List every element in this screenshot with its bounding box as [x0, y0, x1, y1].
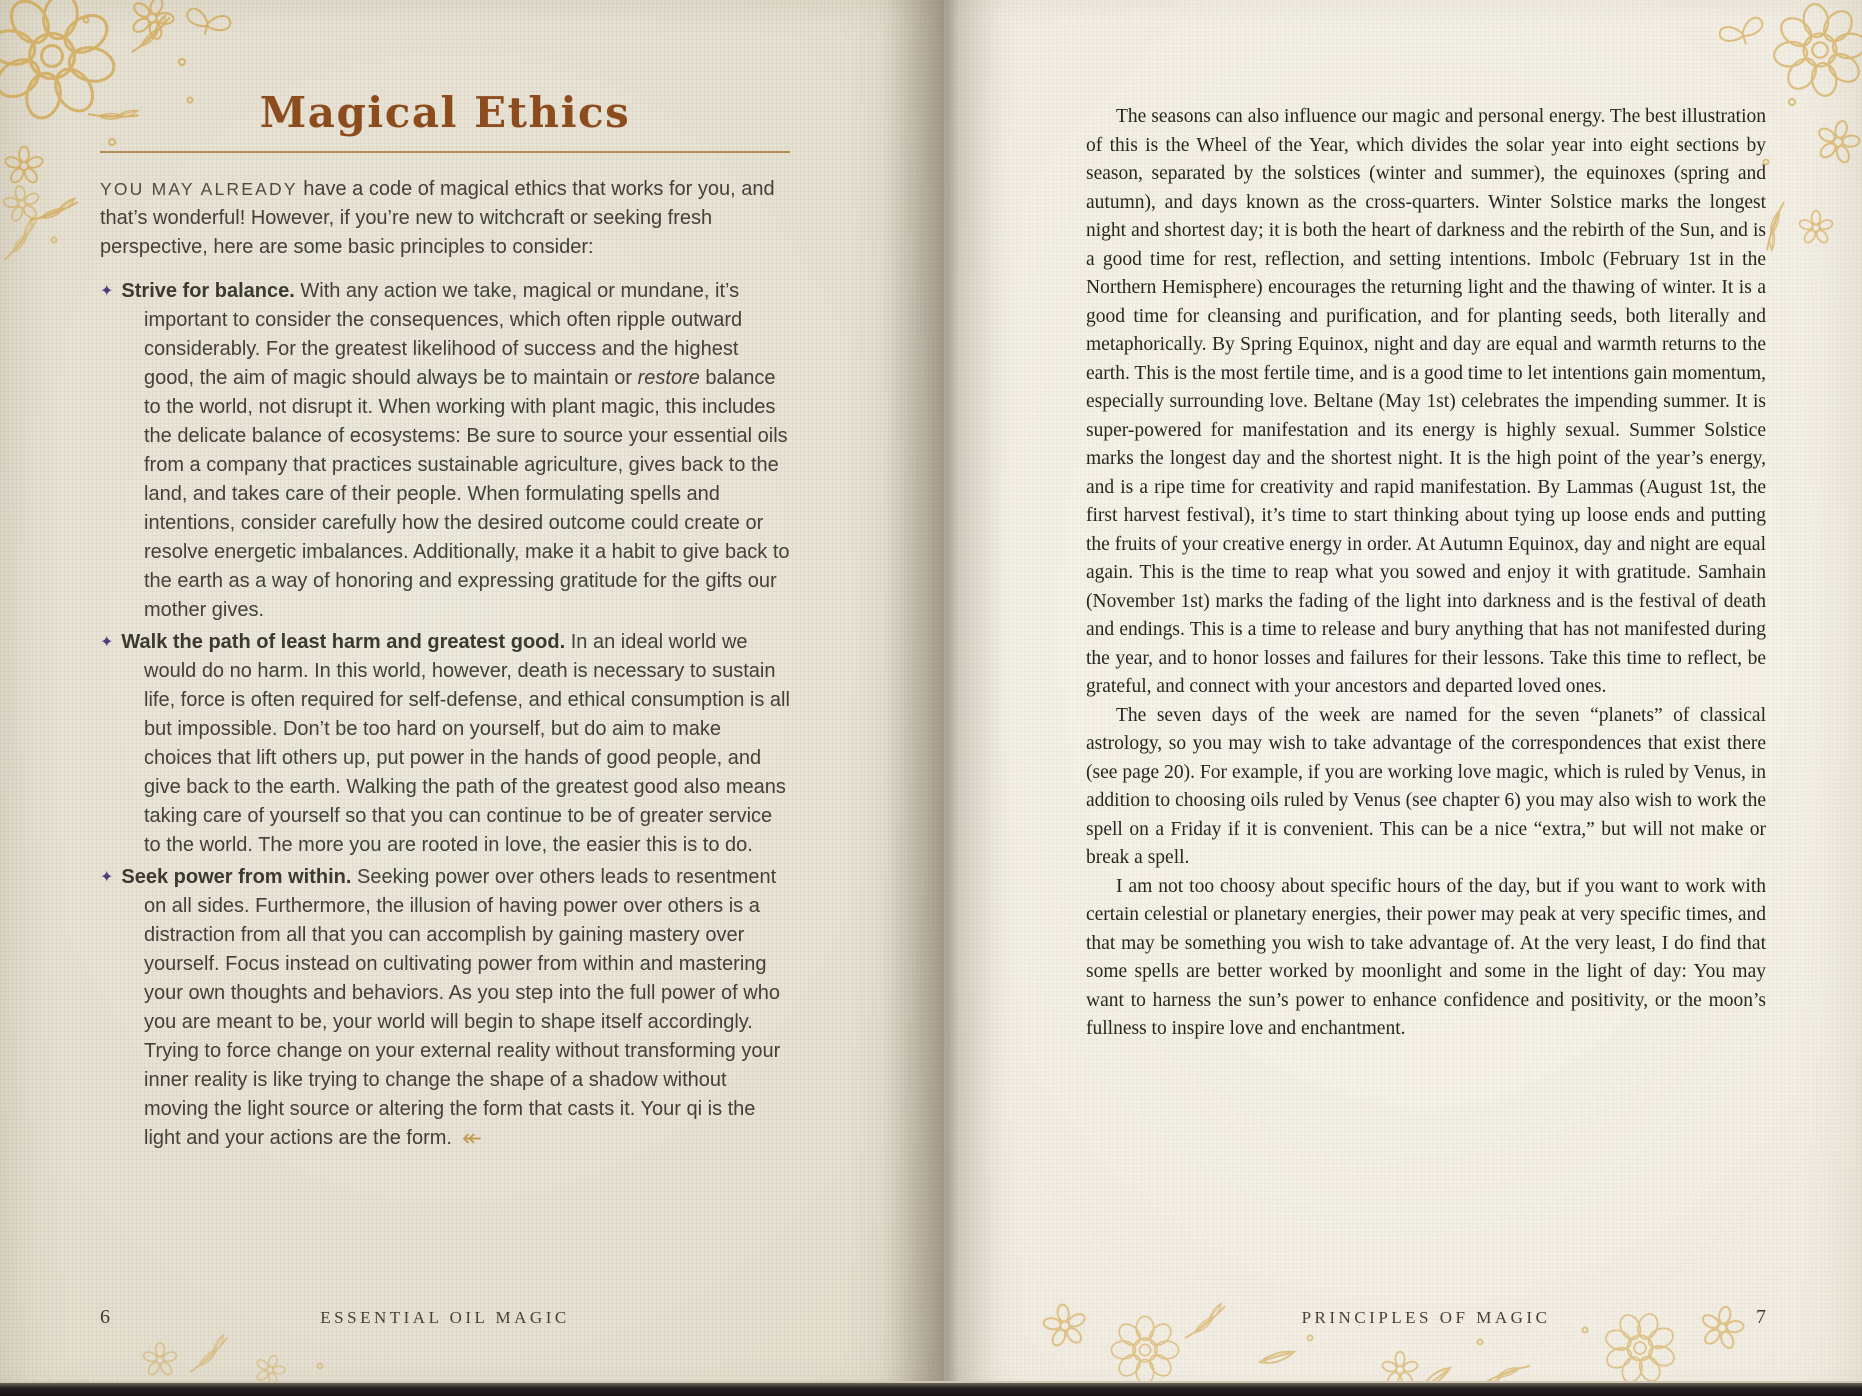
body-paragraph-seasons: The seasons can also influence our magic and personal energy. The best illustration of this is the Wheel of the Year, which divides the solar year into eight sections by season, separated by the solstices (winter and summer), the equinoxes (spring and autumn), and days known as the cross-quarters. Winter Solstice marks the longest night and shortest day; it is both the heart of darkness and the rebirth of the Sun, and is a good time for rest, reflection, and setting intentions. Imbolc (February 1st in the Northern Hemisphere) encourages the returning light and the thawing of winter. It is a good time for cleansing and purification, and for planting seeds, both literally and metaphorically. By Spring Equinox, night and day are equal and warmth returns to the earth. This is the most fertile time, and is a good time to let intentions gain momentum, especially surrounding love. Beltane (May 1st) celebrates the impending summer. It is super-powered for manifestation and its energy is highly sexual. Summer Solstice marks the longest day and the shortest night. It is the high point of the year’s energy, and is a ripe time for creativity and rapid manifestation. By Lammas (August 1st, the first harvest festival), it’s time to start thinking about tying up loose ends and putting the fruits of your creative energy in order. At Autumn Equinox, day and night are equal again. This is the time to reap what you sowed and enjoy it with gratitude. Samhain (November 1st) marks the fading of the light into darkness and is the festival of death and endings. This is a time to release and bury anything that has not manifested during the year, and to honor losses and failures for their lessons. Take this time to reflect, be grateful, and connect with your ancestors and departed loved ones. [1086, 106, 1766, 697]
sparkle-icon: ✦ [100, 281, 114, 300]
section-title: Magical Ethics [259, 88, 631, 137]
bullet-body: balance to the world, not disrupt it. When working with plant magic, this includes the delicate balance of ecosystems: Be sure to source your essential oils from a company that practices sustainable agriculture, gives back to the land, and takes care of their people. When formulating spells and intentions, consider carefully how the desired outcome could create or resolve energetic imbalances. Additionally, make it a habit to give back to the earth as a way of honoring and expressing gratitude for the gifts our mother gives. [144, 367, 790, 621]
bullet-body: With any action we take, magical or mundane, it’s important to consider the consequences, which often ripple outward considerably. For the greatest likelihood of success and the highest good, the aim of magic should always be to maintain or [144, 280, 743, 389]
intro-smallcaps: YOU MAY ALREADY [100, 179, 298, 199]
bullet-lead: Strive for balance. [121, 280, 295, 302]
bullet-item-balance [100, 276, 790, 625]
arrow-flourish-icon: ↞ [461, 1124, 483, 1152]
body-paragraph-hours: I am not too choosy about specific hours of the day, but if you want to work with certain celestial or planetary energies, their power may peak at very specific times, and that may be something you wish to take advantage of. At the very least, I do find that some spells are better worked by moonlight and some in the light of day: You may want to harness the sun’s power to enhance confidence and positivity, or the moon’s fullness to inspire love and enchantment. [1086, 875, 1766, 1039]
bullet-item-least-harm [100, 627, 790, 860]
intro-paragraph [100, 175, 790, 262]
body-paragraph-weekdays: The seven days of the week are named for the seven “planets” of classical astrology, so you may wish to take advantage of the correspondences that exist there (see page 20). For example, if you are working love magic, which is ruled by Venus, in addition to choosing oils ruled by Venus (see chapter 6) you may also wish to work the spell on a Friday if it is convenient. This can be a nice “extra,” but will not make or break a spell. [1086, 704, 1766, 868]
bullet-item-power-within [100, 862, 790, 1153]
sparkle-icon: ✦ [100, 867, 114, 886]
bullet-body-italic: restore [637, 367, 700, 389]
left-body-text [100, 175, 790, 1153]
title-rule [100, 151, 790, 153]
bullet-lead: Walk the path of least harm and greatest good. [121, 631, 566, 653]
right-page-content [1086, 103, 1766, 1044]
bullet-body: In an ideal world we would do no harm. In this world, however, death is necessary to sustain life, force is often required for self-defense, and ethical consumption is all but impossible. Don’t be too hard on yourself, but do aim to make choices that lift others up, put power in the hands of good people, and give back to the earth. Walking the path of the greatest good also means taking care of yourself so that you can continue to be of greater service to the world. The more you are rooted in love, the easier this is to do. [144, 631, 790, 856]
bullet-lead: Seek power from within. [121, 866, 352, 888]
sparkle-icon: ✦ [100, 632, 114, 651]
book-bottom-edge [0, 1381, 1862, 1396]
page-number-left: 6 [100, 1306, 110, 1328]
running-title-left: ESSENTIAL OIL MAGIC [320, 1308, 570, 1327]
running-title-right: PRINCIPLES OF MAGIC [1301, 1308, 1551, 1327]
intro-text: have a code of magical ethics that works for you, and that’s wonderful! However, if you’re new to witchcraft or seeking fresh perspective, here are some basic principles to consider: [100, 178, 775, 258]
page-number-right: 7 [1756, 1306, 1766, 1328]
left-page-content [100, 88, 790, 1155]
bullet-body: Seeking power over others leads to resentment on all sides. Furthermore, the illusion of having power over others is a distraction from all that you can accomplish by gaining mastery over yourself. Focus instead on cultivating power from within and mastering your own thoughts and behaviors. As you step into the full power of who you are meant to be, your world will begin to shape itself accordingly. Trying to force change on your external reality without transforming your inner reality is like trying to change the shape of a shadow without moving the light source or altering the form that casts it. Your qi is the light and your actions are the form. [144, 866, 781, 1149]
